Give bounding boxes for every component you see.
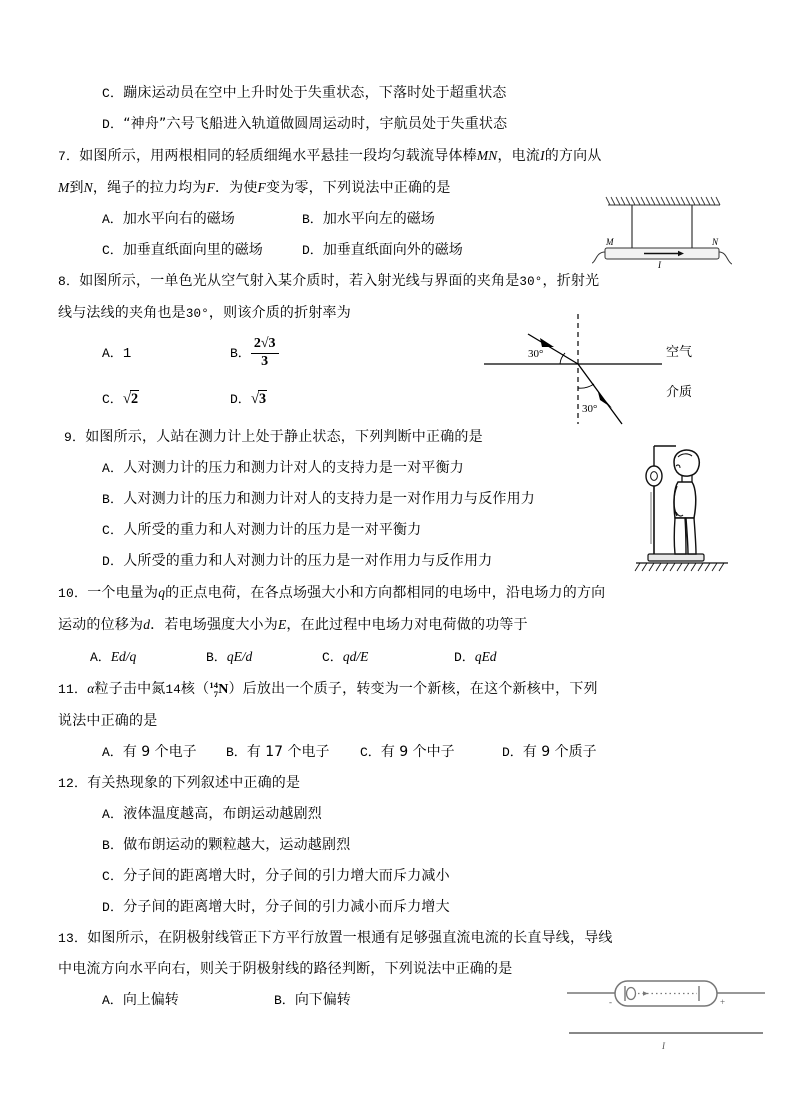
q13-options-row (58, 985, 738, 1016)
option-label: B． (274, 993, 295, 1008)
stem-text: 运动的位移为 (58, 617, 144, 633)
option-text: 有 17 个电子 (246, 744, 330, 760)
option-label: C． (322, 650, 343, 665)
option-text: 人所受的重力和人对测力计的压力是一对作用力与反作用力 (123, 553, 493, 569)
stem-text: ，电流 (497, 148, 541, 164)
option-label: B． (102, 492, 124, 507)
option-label: A． (90, 650, 111, 665)
variable-i: I (540, 148, 545, 163)
q10-option-c (322, 641, 454, 673)
option-text: 有 9 个电子 (122, 744, 197, 760)
option-label: A． (102, 346, 123, 361)
label-medium: 介质 (666, 385, 693, 400)
option-label: A． (102, 993, 123, 1008)
option-text: 做布朗运动的颗粒越大，运动越剧烈 (123, 837, 351, 853)
angle-value: 30° (519, 275, 543, 289)
stem-text: 线与法线的夹角也是 (58, 305, 186, 321)
q9-option-c (58, 515, 738, 546)
angle-label-refracted: 30° (582, 403, 598, 415)
option-label: B． (230, 346, 251, 361)
q11-option-a (102, 737, 226, 768)
option-text: 人对测力计的压力和测力计对人的支持力是一对平衡力 (123, 460, 465, 476)
fraction-denominator: 3 (261, 353, 269, 369)
option-label: D． (102, 117, 124, 132)
radicand: 3 (259, 391, 267, 407)
q8-option-b (230, 330, 279, 377)
stem-text: ，绳子的拉力均为 (92, 180, 207, 196)
option-label: B． (302, 212, 323, 227)
stem-text: 到 (69, 180, 84, 196)
option-text: 有 9 个质子 (522, 744, 597, 760)
option-label: C． (102, 243, 123, 258)
label-minus-terminal: - (609, 997, 612, 1007)
option-label: B． (226, 745, 247, 760)
q11-option-d (502, 737, 597, 768)
stem-text: 如图所示，在阴极射线管正下方平行放置一根通有足够强直流电流的长直导线，导线 (87, 930, 613, 946)
stem-text: ．若电场强度大小为 (150, 617, 278, 633)
stem-text: ）后放出一个质子，转变为一个新核，在这个新核中，下列 (228, 681, 598, 697)
variable-e: E (277, 617, 287, 632)
q7-options-row2 (58, 235, 738, 266)
option-label: C． (102, 86, 124, 101)
label-air: 空气 (666, 345, 693, 360)
option-label: A． (102, 461, 124, 476)
question-number: 7． (58, 149, 80, 164)
label-wire-current: I (662, 1041, 665, 1051)
nuclide-atomic-number: 7 (213, 688, 219, 699)
q10-option-a (90, 641, 206, 673)
variable-m: M (58, 180, 70, 195)
stem-text: 如图所示，人站在测力计上处于静止状态，下列判断中正确的是 (85, 429, 483, 445)
q13-option-b (274, 985, 351, 1016)
q12-option-b (58, 830, 738, 861)
q12-option-c (58, 861, 738, 892)
stem-text: 的正点电荷，在各点场强大小和方向都相同的电场中，沿电场力的方向 (165, 585, 606, 601)
q13-stem-line2 (58, 954, 738, 985)
q9-option-b (58, 484, 738, 515)
q12-stem (58, 768, 738, 799)
q6-option-c (58, 78, 738, 109)
q10-stem-line1 (58, 577, 738, 609)
option-text: 分子间的距离增大时，分子间的引力增大而斥力减小 (123, 868, 450, 884)
option-label: D． (102, 900, 124, 915)
q12-option-a (58, 799, 738, 830)
fraction-2root3-over-3 (251, 337, 279, 369)
option-text: 向上偏转 (122, 992, 179, 1008)
stem-text: 变为零，下列说法中正确的是 (266, 180, 451, 196)
figure-label-I: I (658, 260, 661, 268)
q7-options-row1 (58, 204, 738, 235)
option-text: 加水平向右的磁场 (122, 211, 235, 227)
stem-text: ，在此过程中电场力对电荷做的功等于 (286, 617, 528, 633)
option-text: 液体温度越高，布朗运动越剧烈 (123, 806, 323, 822)
q7-option-b (302, 204, 435, 235)
q7-option-a (102, 204, 302, 235)
q11-option-b (226, 737, 360, 768)
option-label: A． (102, 212, 123, 227)
q6-option-d (58, 109, 738, 140)
option-value: 1 (122, 346, 132, 362)
option-label: C． (102, 869, 124, 884)
variable-f: F (206, 180, 215, 195)
option-text: 人对测力计的压力和测力计对人的支持力是一对作用力与反作用力 (123, 491, 536, 507)
q10-option-d (454, 641, 497, 673)
question-number: 9． (64, 430, 86, 445)
stem-text: 如图所示，用两根相同的轻质细绳水平悬挂一段均匀载流导体棒 (79, 148, 477, 164)
question-number: 12． (58, 776, 88, 791)
q9-option-a (58, 453, 738, 484)
stem-text: 的方向从 (544, 148, 602, 164)
question-number: 11． (58, 682, 88, 697)
figure-label-N: N (712, 237, 719, 247)
q8-option-a (102, 330, 230, 377)
option-text: 人所受的重力和人对测力计的压力是一对平衡力 (123, 522, 422, 538)
option-value: qEd (474, 649, 497, 664)
q7-stem-line1 (58, 140, 738, 172)
mass-number-text: 14 (165, 683, 181, 697)
angle-label-incident: 30° (528, 348, 544, 360)
q8-stem-line1 (58, 266, 738, 298)
q13-option-a (102, 985, 274, 1016)
stem-text: 如图所示，一单色光从空气射入某介质时，若入射光线与界面的夹角是 (79, 273, 520, 289)
q11-stem-line1 (58, 673, 738, 706)
option-label: C． (102, 392, 123, 407)
q8-options-row1 (58, 330, 738, 377)
q7-option-c (102, 235, 302, 266)
q11-options-row (58, 737, 738, 768)
question-number: 10． (58, 586, 88, 601)
option-label: D． (102, 554, 124, 569)
option-label: D． (302, 243, 323, 258)
stem-text: 中电流方向水平向右，则关于阴极射线的路径判断，下列说法中正确的是 (58, 961, 513, 977)
fraction-numerator: 2√3 (253, 336, 276, 351)
q7-option-d (302, 235, 463, 266)
q9-option-d (58, 546, 738, 577)
option-text: 向下偏转 (294, 992, 351, 1008)
q8-stem-line2 (58, 298, 738, 330)
stem-text: 有关热现象的下列叙述中正确的是 (87, 775, 301, 791)
option-label: D． (454, 650, 475, 665)
option-label: D． (502, 745, 523, 760)
variable-d: d (143, 617, 151, 632)
figure-label-M: M (606, 237, 614, 247)
angle-value: 30° (185, 307, 209, 321)
q13-stem-line1 (58, 923, 738, 954)
stem-text: 核（ (180, 681, 210, 697)
option-value: qE/d (226, 649, 253, 664)
q7-stem-line2 (58, 172, 738, 204)
alpha-symbol: α (87, 681, 95, 696)
option-label: B． (206, 650, 227, 665)
label-plus-terminal: + (720, 997, 726, 1007)
stem-text: 说法中正确的是 (58, 713, 158, 729)
option-label: C． (360, 745, 381, 760)
stem-text: 一个电量为 (87, 585, 159, 601)
option-text: 有 9 个中子 (380, 744, 455, 760)
q10-stem-line2 (58, 609, 738, 641)
stem-text: ，则该介质的折射率为 (208, 305, 351, 321)
stem-text: 粒子击中氮 (94, 681, 166, 697)
question-column (58, 78, 738, 1016)
q8-option-c (102, 377, 230, 422)
nuclide-symbol: N (218, 682, 229, 697)
variable-mn: MN (476, 148, 498, 163)
nuclide-mass-number: 14 (209, 680, 219, 691)
q12-option-d (58, 892, 738, 923)
q11-stem-line2 (58, 706, 738, 737)
option-text: “神舟”六号飞船进入轨道做圆周运动时，宇航员处于失重状态 (123, 116, 508, 132)
q8-options-row2 (58, 377, 738, 422)
option-label: A． (102, 745, 123, 760)
nuclide-nitrogen-14 (209, 674, 228, 705)
option-text: 蹦床运动员在空中上升时处于失重状态，下落时处于超重状态 (123, 85, 507, 101)
q10-options-row (58, 641, 738, 673)
radicand: 2 (131, 391, 139, 407)
q9-stem (58, 422, 738, 453)
question-number: 13． (58, 931, 88, 946)
stem-text: ，折射光 (542, 273, 600, 289)
option-text: 加垂直纸面向外的磁场 (322, 242, 463, 258)
option-label: B． (102, 838, 124, 853)
q10-option-b (206, 641, 322, 673)
variable-n: N (83, 180, 93, 195)
sqrt-2: √2 (122, 391, 139, 407)
q8-option-d (230, 377, 267, 422)
option-value: qd/E (342, 649, 369, 664)
option-value: Ed/q (110, 649, 137, 664)
variable-f: F (257, 180, 266, 195)
stem-text: ．为使 (214, 180, 258, 196)
q11-option-c (360, 737, 502, 768)
option-label: A． (102, 807, 124, 822)
variable-q: q (158, 585, 166, 600)
option-text: 分子间的距离增大时，分子间的引力减小而斥力增大 (123, 899, 450, 915)
option-text: 加垂直纸面向里的磁场 (122, 242, 263, 258)
question-number: 8． (58, 274, 80, 289)
option-label: D． (230, 392, 251, 407)
option-text: 加水平向左的磁场 (322, 211, 435, 227)
option-label: C． (102, 523, 124, 538)
sqrt-3: √3 (250, 391, 267, 407)
